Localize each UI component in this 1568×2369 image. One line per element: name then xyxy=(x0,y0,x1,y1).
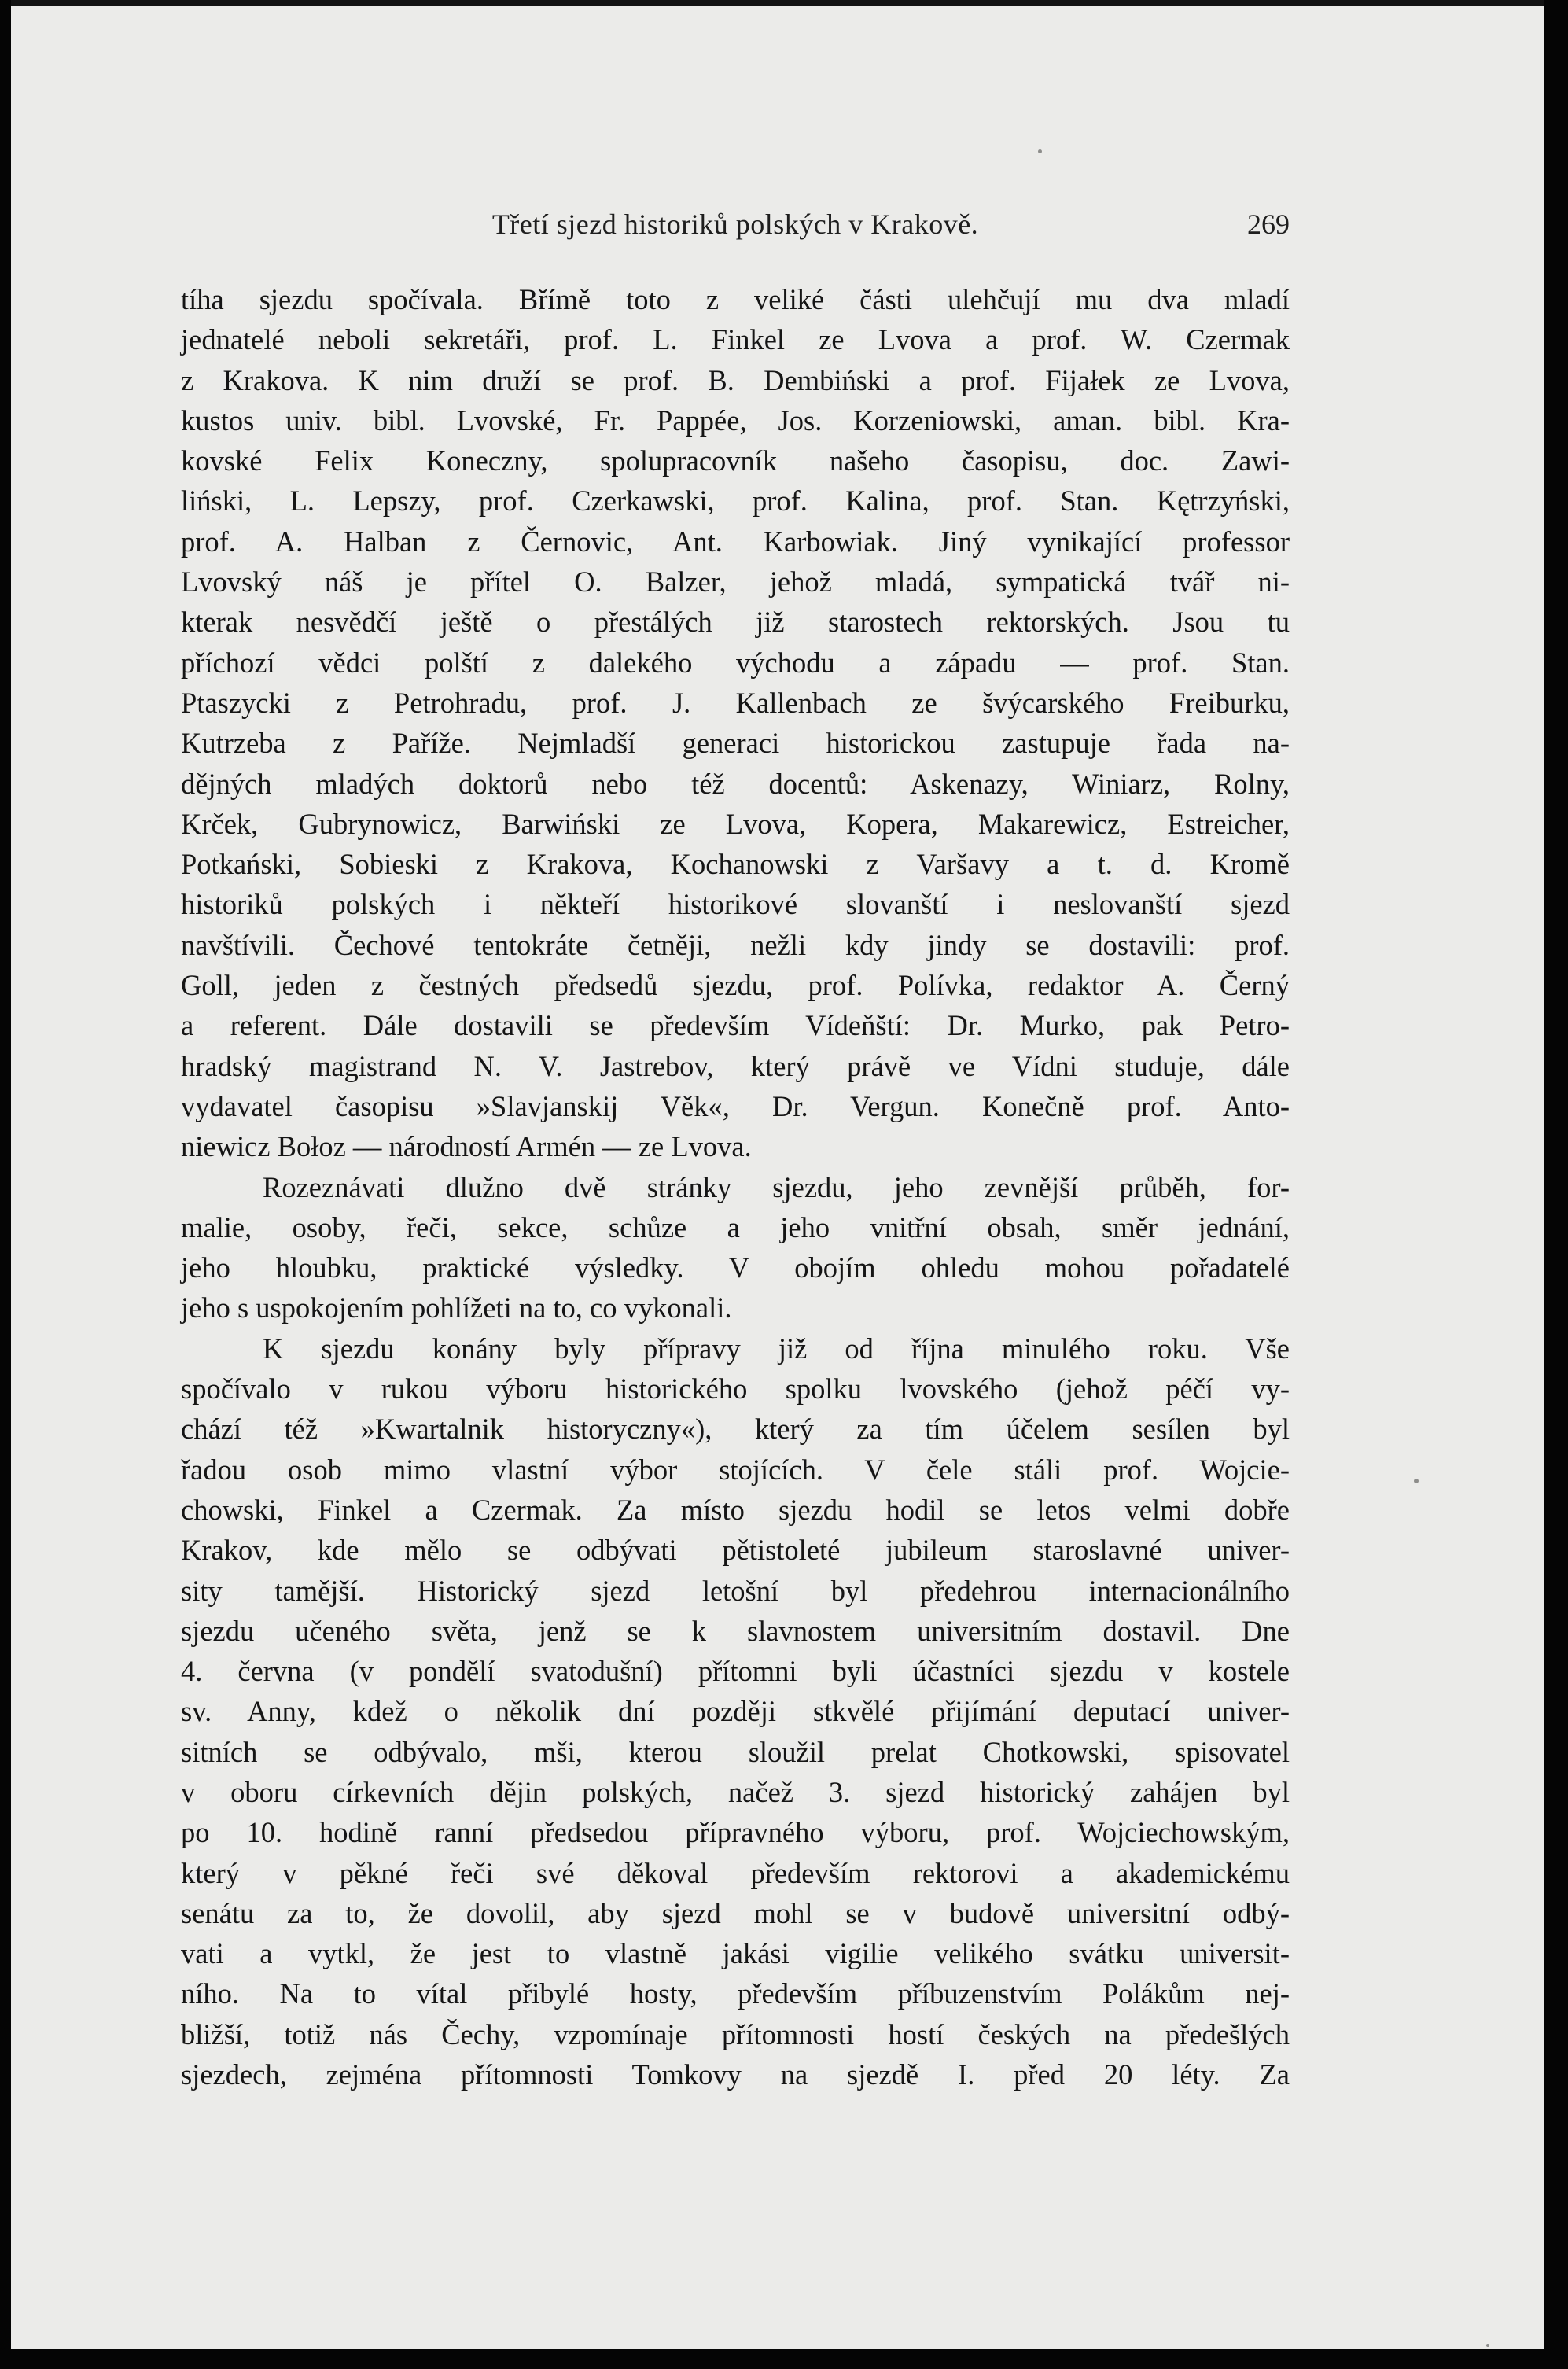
scan-border-bottom xyxy=(0,2349,1568,2369)
text-line: bližší, totiž nás Čechy, vzpomínaje přítomnosti hostí českých na předešlých xyxy=(181,2017,1290,2050)
text-line: senátu za to, že dovolil, aby sjezd mohl se v budově universitní odbý- xyxy=(181,1896,1290,1929)
text-line: Ptaszycki z Petrohradu, prof. J. Kallenbach ze švýcarského Freiburku, xyxy=(181,686,1290,719)
scan-border-left xyxy=(0,0,11,2369)
text-line: ního. Na to vítal přibylé hosty, především příbuzenstvím Polákům nej- xyxy=(181,1977,1290,2010)
text-line: kterak nesvědčí ještě o přestálých již starostech rektorských. Jsou tu xyxy=(181,606,1290,639)
text-line: který v pěkné řeči své děkoval především rektorovi a akademickému xyxy=(181,1856,1290,1889)
running-header xyxy=(181,203,1290,250)
page-number: 269 xyxy=(1247,208,1290,240)
text-line: Goll, jeden z čestných předsedů sjezdu, prof. Polívka, redaktor A. Černý xyxy=(181,969,1290,1002)
text-line: sjezdech, zejména přítomnosti Tomkovy na sjezdě I. před 20 léty. Za xyxy=(181,2058,1290,2091)
text-line: chowski, Finkel a Czermak. Za místo sjezdu hodil se letos velmi dobře xyxy=(181,1493,1290,1526)
text-line: sity tamější. Historický sjezd letošní byl předehrou internacionálního xyxy=(181,1574,1290,1607)
text-line: řadou osob mimo vlastní výbor stojících. V čele stáli prof. Wojcie- xyxy=(181,1453,1290,1486)
text-line: historiků polských i někteří historikové slovanští i neslovanští sjezd xyxy=(181,888,1290,921)
text-line: malie, osoby, řeči, sekce, schůze a jeho vnitřní obsah, směr jednání, xyxy=(181,1210,1290,1243)
text-line: vati a vytkl, že jest to vlastně jakási vigilie velikého svátku universit- xyxy=(181,1937,1290,1970)
text-line: jeho hloubku, praktické výsledky. V obojím ohledu mohou pořadatelé xyxy=(181,1251,1290,1284)
text-line: příchozí vědci polští z dalekého východu a západu — prof. Stan. xyxy=(181,646,1290,679)
text-line: sv. Anny, kdež o několik dní později stkvělé přijímání deputací univer- xyxy=(181,1695,1290,1728)
text-line: kustos univ. bibl. Lvovské, Fr. Pappée, Jos. Korzeniowski, aman. bibl. Kra- xyxy=(181,403,1290,437)
text-line: dějných mladých doktorů nebo též docentů: Askenazy, Winiarz, Rolny, xyxy=(181,767,1290,800)
text-line: navštívili. Čechové tentokráte četněji, nežli kdy jindy se dostavili: prof. xyxy=(181,928,1290,961)
text-line: prof. A. Halban z Černovic, Ant. Karbowiak. Jiný vynikající professor xyxy=(181,525,1290,558)
scan-border-top xyxy=(0,0,1568,6)
text-line: spočívalo v rukou výboru historického spolku lvovského (jehož péčí vy- xyxy=(181,1372,1290,1406)
header-title: Třetí sjezd historiků polských v Krakově. xyxy=(491,208,979,240)
text-line: 4. června (v pondělí svatodušní) přítomni byli účastníci sjezdu v kostele xyxy=(181,1655,1290,1688)
body-text xyxy=(181,279,1290,2095)
text-line: tíha sjezdu spočívala. Břímě toto z veliké části ulehčují mu dva mladí xyxy=(181,283,1290,315)
text-line: z Krakova. K nim druží se prof. B. Dembiński a prof. Fijałek ze Lvova, xyxy=(181,363,1290,396)
text-line: po 10. hodině ranní předsedou přípravného výboru, prof. Wojciechowským, xyxy=(181,1816,1290,1849)
scan-speck xyxy=(1414,1479,1419,1483)
text-line: Krček, Gubrynowicz, Barwiński ze Lvova, Kopera, Makarewicz, Estreicher, xyxy=(181,807,1290,840)
text-line: Rozeznávati dlužno dvě stránky sjezdu, jeho zevnější průběh, for- xyxy=(263,1170,1290,1203)
text-line: hradský magistrand N. V. Jastrebov, který právě ve Vídni studuje, dále xyxy=(181,1049,1290,1082)
text-line: a referent. Dále dostavili se především Vídeňští: Dr. Murko, pak Petro- xyxy=(181,1009,1290,1042)
text-line: vydavatel časopisu »Slavjanskij Věk«, Dr. Vergun. Konečně prof. Anto- xyxy=(181,1089,1290,1122)
text-line: sjezdu učeného světa, jenž se k slavnostem universitním dostavil. Dne xyxy=(181,1614,1290,1647)
text-line: jeho s uspokojením pohlížeti na to, co vykonali. xyxy=(181,1291,732,1325)
scan-speck xyxy=(1486,2344,1489,2347)
text-line: sitních se odbývalo, mši, kterou sloužil prelat Chotkowski, spisovatel xyxy=(181,1735,1290,1768)
scan-border-right xyxy=(1544,0,1568,2369)
scan-speck xyxy=(1038,149,1042,153)
text-line: Kutrzeba z Paříže. Nejmladší generaci historickou zastupuje řada na- xyxy=(181,727,1290,760)
text-line: v oboru církevních dějin polských, načež 3. sjezd historický zahájen byl xyxy=(181,1775,1290,1808)
text-line: liński, L. Lepszy, prof. Czerkawski, prof. Kalina, prof. Stan. Kętrzyński, xyxy=(181,484,1290,518)
text-line: Lvovský náš je přítel O. Balzer, jehož mladá, sympatická tvář ni- xyxy=(181,566,1290,599)
text-line: jednatelé neboli sekretáři, prof. L. Finkel ze Lvova a prof. W. Czermak xyxy=(181,323,1290,356)
text-line: niewicz Bołoz — národností Armén — ze Lvova. xyxy=(181,1130,752,1163)
text-line: K sjezdu konány byly přípravy již od října minulého roku. Vše xyxy=(263,1332,1290,1365)
text-line: chází též »Kwartalnik historyczny«), který za tím účelem sesílen byl xyxy=(181,1413,1290,1446)
text-line: Krakov, kde mělo se odbývati pětistoleté jubileum staroslavné univer- xyxy=(181,1534,1290,1567)
text-line: kovské Felix Koneczny, spolupracovník našeho časopisu, doc. Zawi- xyxy=(181,444,1290,477)
text-line: Potkański, Sobieski z Krakova, Kochanowski z Varšavy a t. d. Kromě xyxy=(181,848,1290,881)
